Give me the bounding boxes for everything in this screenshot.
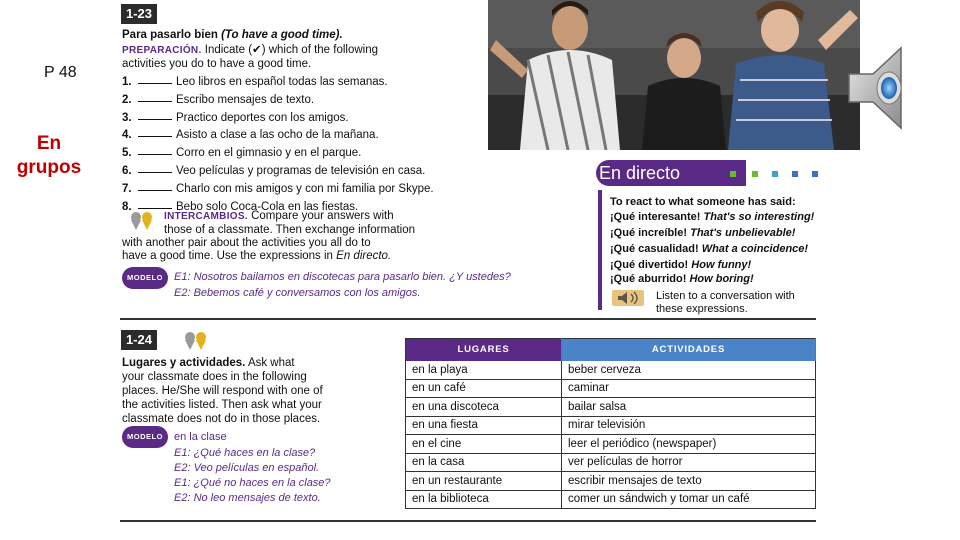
en-directo-intro: To react to what someone has said: — [610, 196, 796, 208]
list-item: 3. Practico deportes con los amigos. — [122, 111, 349, 124]
expression-line: ¡Qué divertido! How funny! — [610, 259, 752, 271]
preparation-instructions — [122, 43, 378, 58]
students-photo — [488, 0, 860, 150]
en-directo-box — [596, 160, 836, 315]
title-english: (To have a good time). — [221, 29, 343, 41]
listen-text-2: these expressions. — [656, 303, 748, 315]
decorative-square — [752, 171, 758, 177]
title-spanish: Para pasarlo bien — [122, 29, 218, 41]
model-badge: MODELO — [122, 426, 168, 448]
exercise-number-1-24: 1-24 — [121, 330, 157, 350]
list-item: 4. Asisto a clase a las ocho de la mañana. — [122, 129, 379, 142]
place-cell: en la casa — [406, 453, 562, 472]
list-item: 8. Bebo solo Coca-Cola en las fiestas. — [122, 200, 359, 213]
activity-cell: beber cerveza — [562, 361, 816, 380]
list-item: 2. Escribo mensajes de texto. — [122, 93, 315, 106]
activity-cell: bailar salsa — [562, 398, 816, 417]
table-row — [406, 453, 816, 472]
answer-blank[interactable] — [138, 83, 172, 84]
exercise-number-1-23: 1-23 — [121, 4, 157, 24]
place-cell: en la playa — [406, 361, 562, 380]
exchanges-text-2: those of a classmate. Then exchange information — [164, 224, 416, 236]
model-badge: MODELO — [122, 267, 168, 289]
decorative-square — [792, 171, 798, 177]
model-dialogue-line: E1: ¿Qué no haces en la clase? — [174, 477, 331, 489]
exchanges-text-3: with another pair about the activities you all do to — [122, 237, 371, 249]
table-row — [406, 435, 816, 454]
expression-line: ¡Qué aburrido! How boring! — [610, 273, 754, 285]
answer-blank[interactable] — [138, 154, 172, 155]
expression-line: ¡Qué increíble! That's unbelievable! — [610, 227, 796, 239]
model-line-2: E2: Bebemos café y conversamos con los amigos. — [174, 287, 421, 299]
activity-cell: escribir mensajes de texto — [562, 472, 816, 491]
exercise-24-text-5: classmate does not do in those places. — [122, 413, 321, 425]
decorative-square — [772, 171, 778, 177]
model-line-1: E1: Nosotros bailamos en discotecas para pasarlo bien. ¿Y ustedes? — [174, 271, 511, 283]
activity-cell: comer un sándwich y tomar un café — [562, 490, 816, 509]
list-item: 1. Leo libros en español todas las semanas. — [122, 76, 388, 88]
place-cell: en un restaurante — [406, 472, 562, 491]
exercise-title — [122, 28, 343, 43]
decorative-square — [730, 171, 736, 177]
answer-blank[interactable] — [138, 136, 172, 137]
expression-line: ¡Qué casualidad! What a coincidence! — [610, 243, 809, 255]
section-divider — [120, 520, 816, 522]
pair-work-icon — [182, 331, 210, 351]
place-cell: en el cine — [406, 435, 562, 454]
pair-work-icon — [128, 211, 156, 231]
table-row — [406, 398, 816, 417]
places-activities-table — [405, 338, 816, 509]
place-cell: en un café — [406, 379, 562, 398]
exchanges-text-4: have a good time. Use the expressions in En directo. — [122, 250, 392, 262]
en-directo-title: En directo — [599, 163, 681, 183]
answer-blank[interactable] — [138, 172, 172, 173]
place-cell: en la biblioteca — [406, 490, 562, 509]
exchanges-instructions: INTERCAMBIOS. Compare your answers with — [164, 210, 394, 222]
answer-blank[interactable] — [138, 119, 172, 120]
preparation-label: PREPARACIÓN. — [122, 45, 202, 56]
table-row — [406, 490, 816, 509]
listen-text-1: Listen to a conversation with — [656, 290, 795, 302]
en-directo-side-bar — [598, 190, 602, 310]
model-dialogue-line: E1: ¿Qué haces en la clase? — [174, 447, 316, 459]
model-cue: en la clase — [174, 431, 227, 443]
list-item: 7. Charlo con mis amigos y con mi familia por Skype. — [122, 182, 434, 195]
activity-cell: leer el periódico (newspaper) — [562, 435, 816, 454]
activity-cell: caminar — [562, 379, 816, 398]
table-header-places: LUGARES — [406, 339, 562, 361]
activity-checklist — [122, 74, 434, 216]
section-divider — [120, 318, 816, 320]
page-number-label: P 48 — [44, 64, 77, 81]
list-item: 6. Veo películas y programas de televisión en casa. — [122, 164, 426, 177]
speaker-icon[interactable] — [843, 42, 933, 134]
table-row — [406, 416, 816, 435]
list-item: 5. Corro en el gimnasio y en el parque. — [122, 147, 362, 160]
place-cell: en una fiesta — [406, 416, 562, 435]
answer-blank[interactable] — [138, 101, 172, 102]
exercise-24-text-2: your classmate does in the following — [122, 371, 307, 383]
decorative-square — [812, 171, 818, 177]
model-dialogue-line: E2: Veo películas en español. — [174, 462, 320, 474]
answer-blank[interactable] — [138, 190, 172, 191]
preparation-text-2: activities you do to have a good time. — [122, 58, 312, 70]
exercise-24-text-4: the activities listed. Then ask what your — [122, 399, 322, 411]
exercise-24-instructions: Lugares y actividades. Ask what — [122, 357, 295, 369]
table-row — [406, 472, 816, 491]
group-work-label: En grupos — [16, 133, 82, 178]
table-row — [406, 361, 816, 380]
audio-icon[interactable] — [612, 290, 644, 306]
table-header-activities: ACTIVIDADES — [562, 339, 816, 361]
activity-cell: mirar televisión — [562, 416, 816, 435]
place-cell: en una discoteca — [406, 398, 562, 417]
expression-line: ¡Qué interesante! That's so interesting! — [610, 211, 815, 223]
exercise-24-title: Lugares y actividades. — [122, 357, 246, 369]
exchanges-label: INTERCAMBIOS. — [164, 211, 248, 222]
exercise-24-text-3: places. He/She will respond with one of — [122, 385, 323, 397]
model-dialogue-line: E2: No leo mensajes de texto. — [174, 492, 321, 504]
preparation-text: Indicate (✔) which of the following — [204, 44, 379, 56]
textbook-page — [116, 0, 816, 540]
table-row — [406, 379, 816, 398]
activity-cell: ver películas de horror — [562, 453, 816, 472]
